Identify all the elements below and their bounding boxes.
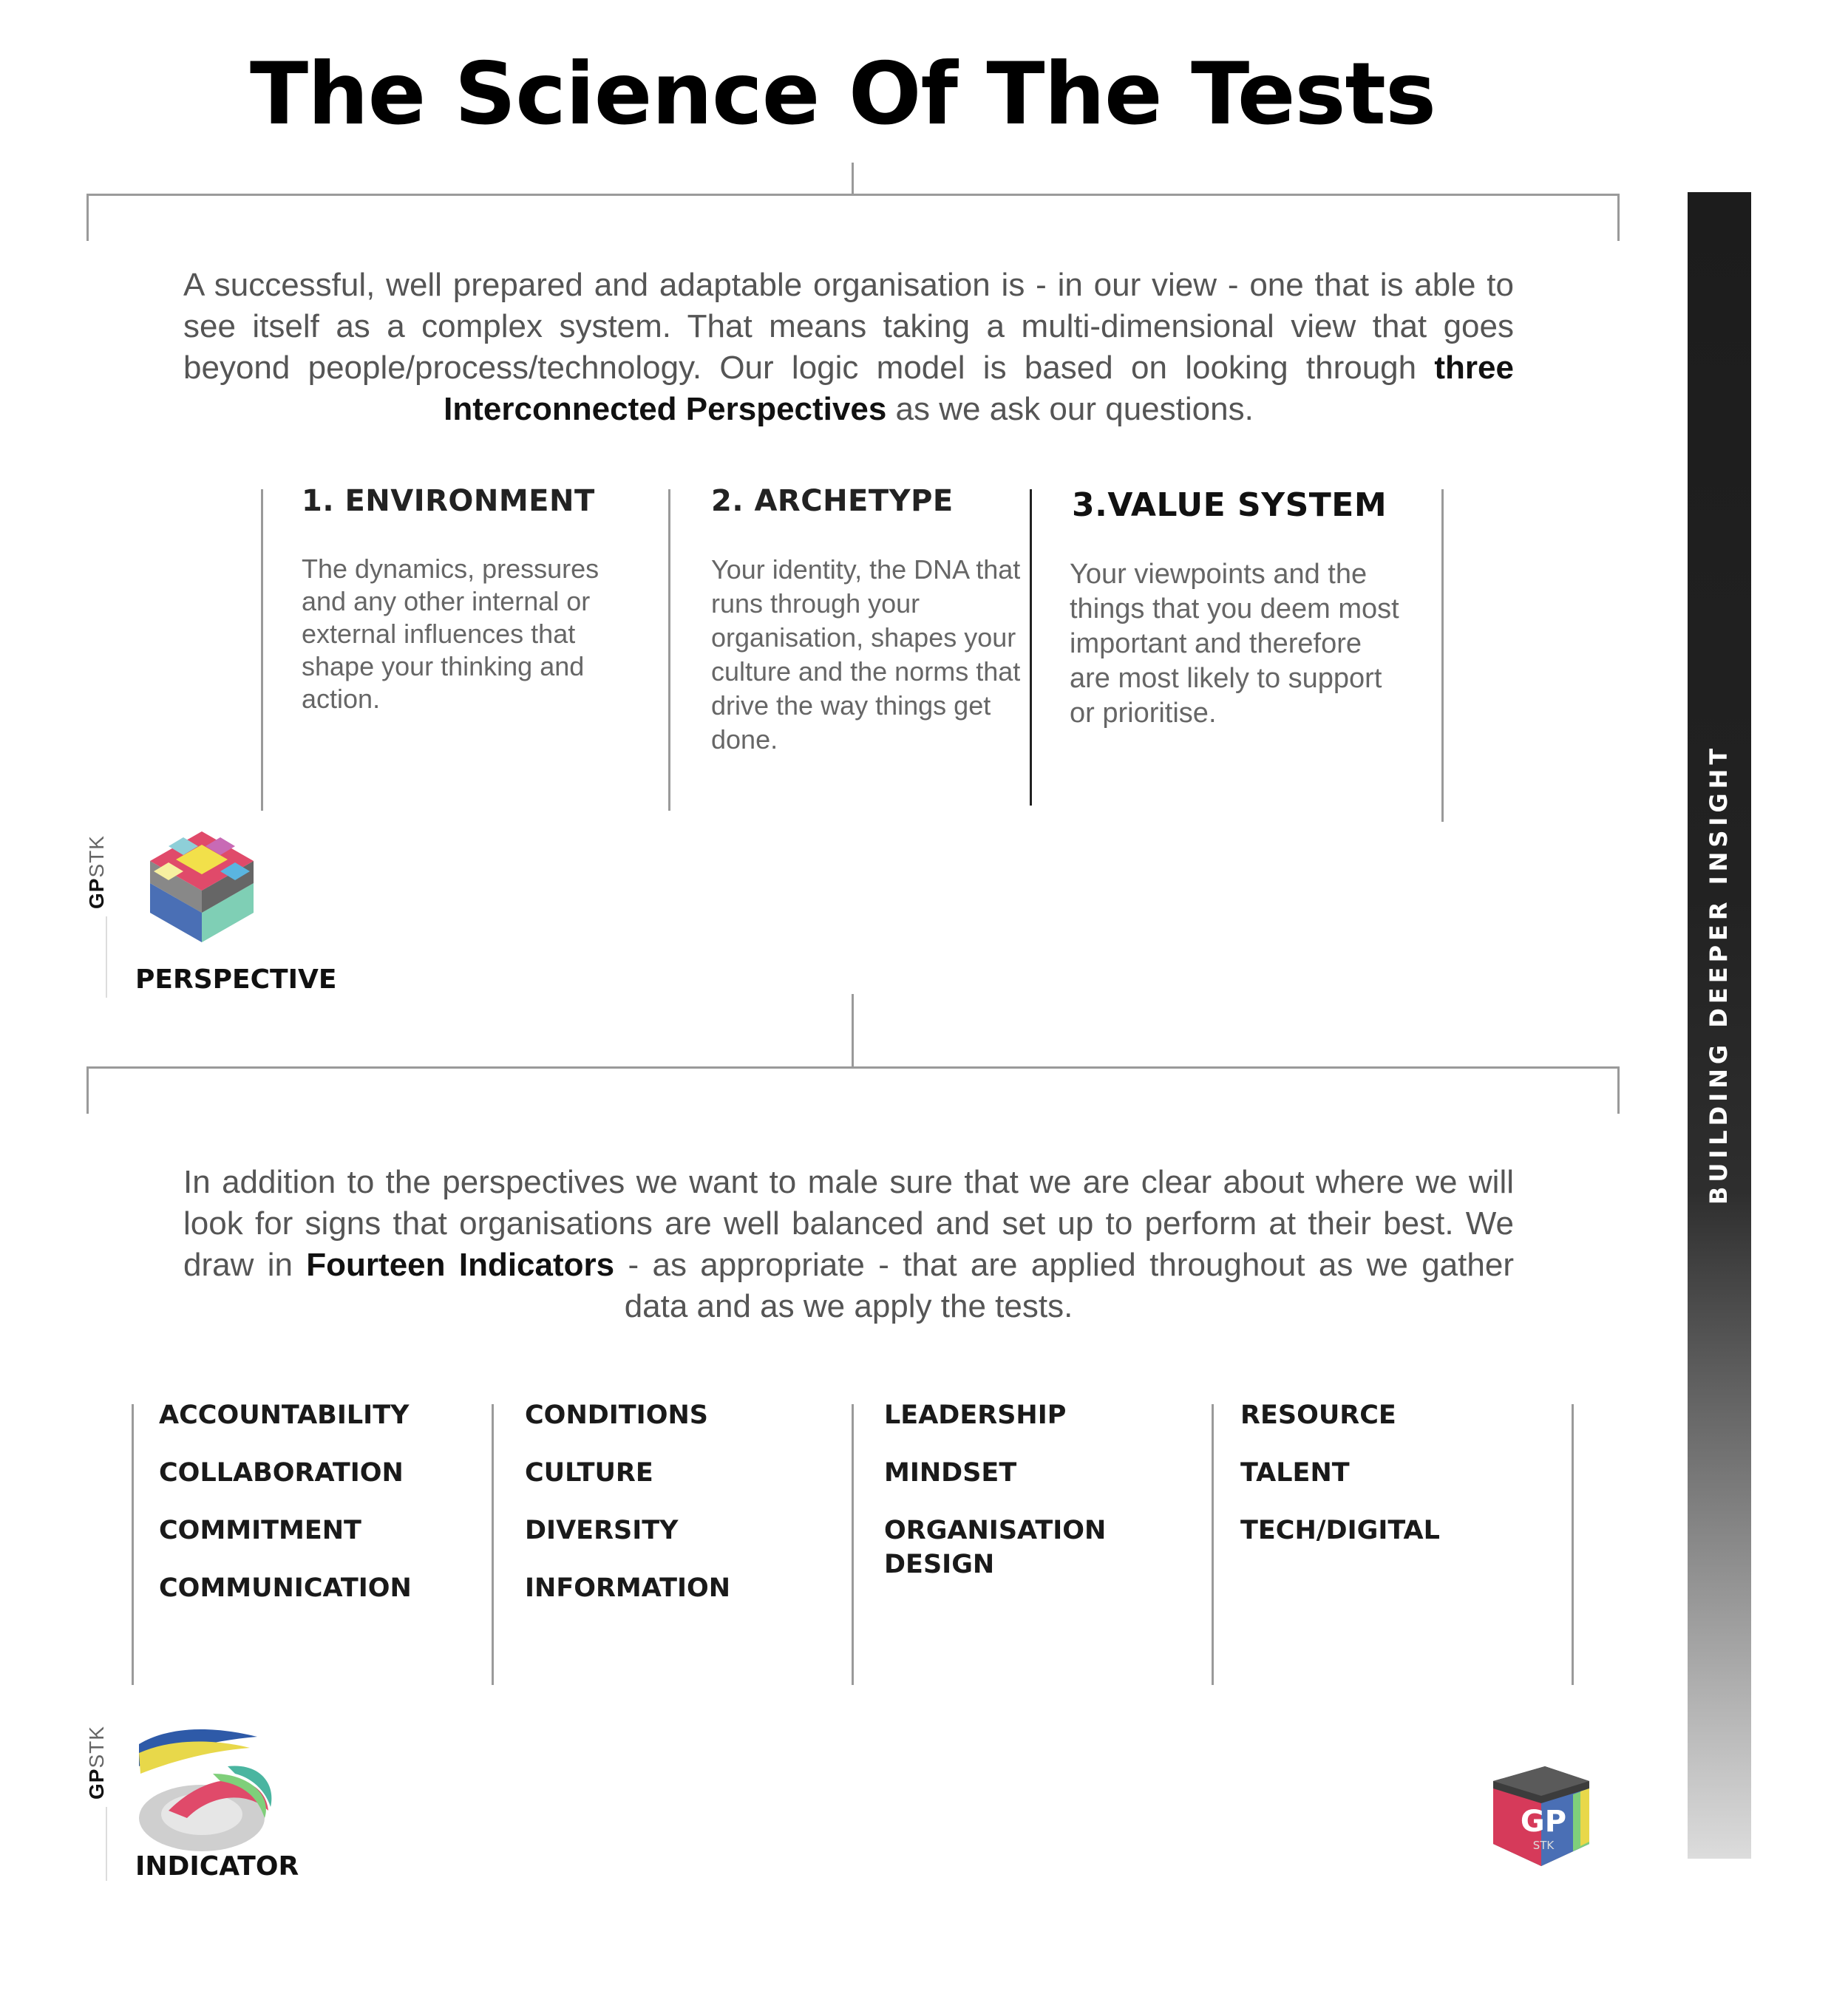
corner-logo-stk: STK: [1532, 1839, 1555, 1852]
indicators-intro-tail: - as appropriate - that are applied throughout as we gather data and as we apply the tests.: [624, 1247, 1514, 1324]
perspective-heading-value-system: 3.VALUE SYSTEM: [1072, 486, 1387, 524]
indicator-item: LEADERSHIP: [884, 1400, 1067, 1430]
indicator-item: CONDITIONS: [525, 1400, 708, 1430]
bracket-stem: [852, 163, 854, 195]
perspectives-intro-tail: as we ask our questions.: [895, 391, 1254, 427]
perspective-heading-archetype: 2. ARCHETYPE: [711, 484, 954, 518]
indicators-intro-bold: Fourteen Indicators: [306, 1247, 615, 1283]
indicators-intro-lead: In addition to the perspectives we want to male sure that we are clear about where we will look for signs that organisations are well balanced and set up to perform at their best. We draw in: [183, 1164, 1514, 1283]
perspectives-intro-bold: three Interconnected Perspectives: [444, 350, 1514, 427]
indicator-item: CULTURE: [525, 1458, 653, 1488]
perspective-body-environment: The dynamics, pressures and any other internal or external influences that shape your thinking and action.: [302, 554, 599, 714]
bracket-right: [1617, 194, 1620, 241]
perspective-heading-environment: 1. ENVIRONMENT: [302, 484, 595, 518]
indicator-divider: [132, 1404, 134, 1685]
indicator-item: ORGANISATION DESIGN: [884, 1516, 1107, 1579]
indicator-divider: [492, 1404, 494, 1685]
indicator-item: ACCOUNTABILITY: [159, 1400, 410, 1430]
perspective-logo-label: PERSPECTIVE: [135, 964, 337, 995]
brand-stk: STK: [85, 1726, 108, 1769]
indicator-item: INFORMATION: [525, 1573, 731, 1603]
perspective-divider: [261, 489, 263, 811]
logo-rule: [106, 1807, 107, 1881]
perspective-divider: [1441, 489, 1444, 822]
indicator-divider: [1212, 1404, 1214, 1685]
indicator-item: COMMITMENT: [159, 1516, 361, 1545]
bracket-top: [86, 194, 1620, 196]
bracket-stem: [852, 994, 854, 1068]
perspectives-intro-lead: A successful, well prepared and adaptable organisation is - in our view - one that is able to see itself as a complex system. That means taking a multi-dimensional view that goes beyond people/process/technology. Our logic model is based on looking through: [183, 267, 1514, 386]
indicator-item: MINDSET: [884, 1458, 1017, 1488]
indicator-item: COLLABORATION: [159, 1458, 404, 1488]
indicator-logo-label: INDICATOR: [135, 1851, 299, 1882]
indicator-divider: [852, 1404, 854, 1685]
indicator-swoosh-icon: [124, 1722, 279, 1862]
perspective-body-archetype: Your identity, the DNA that runs through your organisation, shapes your culture and the norms that drive the way things get done.: [711, 554, 1021, 755]
perspective-body-value-system: Your viewpoints and the things that you deem most important and therefore are most likely to support or prioritise.: [1070, 559, 1399, 729]
indicators-intro: [183, 1162, 1514, 1327]
bracket-left: [86, 194, 89, 241]
brand-gp: GP: [85, 1768, 108, 1800]
brand-side-text: [85, 1726, 109, 1800]
side-banner-text: BUILDING DEEPER INSIGHT: [1705, 743, 1733, 1205]
indicator-item: DIVERSITY: [525, 1516, 679, 1545]
bracket-left: [86, 1066, 89, 1114]
indicator-divider: [1572, 1404, 1574, 1685]
perspective-cube-icon: [139, 831, 265, 957]
gpstk-cube-logo: [1486, 1759, 1597, 1877]
perspective-divider: [668, 489, 670, 811]
indicator-item: TECH/DIGITAL: [1240, 1516, 1440, 1545]
brand-gp: GP: [85, 877, 108, 909]
brand-side-text: [85, 835, 109, 909]
bracket-top: [86, 1066, 1620, 1069]
bracket-right: [1617, 1066, 1620, 1114]
corner-logo-gp: GP: [1520, 1805, 1567, 1839]
indicator-item: COMMUNICATION: [159, 1573, 412, 1603]
indicator-item: RESOURCE: [1240, 1400, 1396, 1430]
indicator-item: TALENT: [1240, 1458, 1350, 1488]
page-title: The Science Of The Tests: [249, 44, 1436, 144]
brand-stk: STK: [85, 835, 108, 878]
perspectives-intro: [183, 265, 1514, 430]
logo-rule: [106, 916, 107, 998]
perspective-divider: [1030, 489, 1032, 806]
